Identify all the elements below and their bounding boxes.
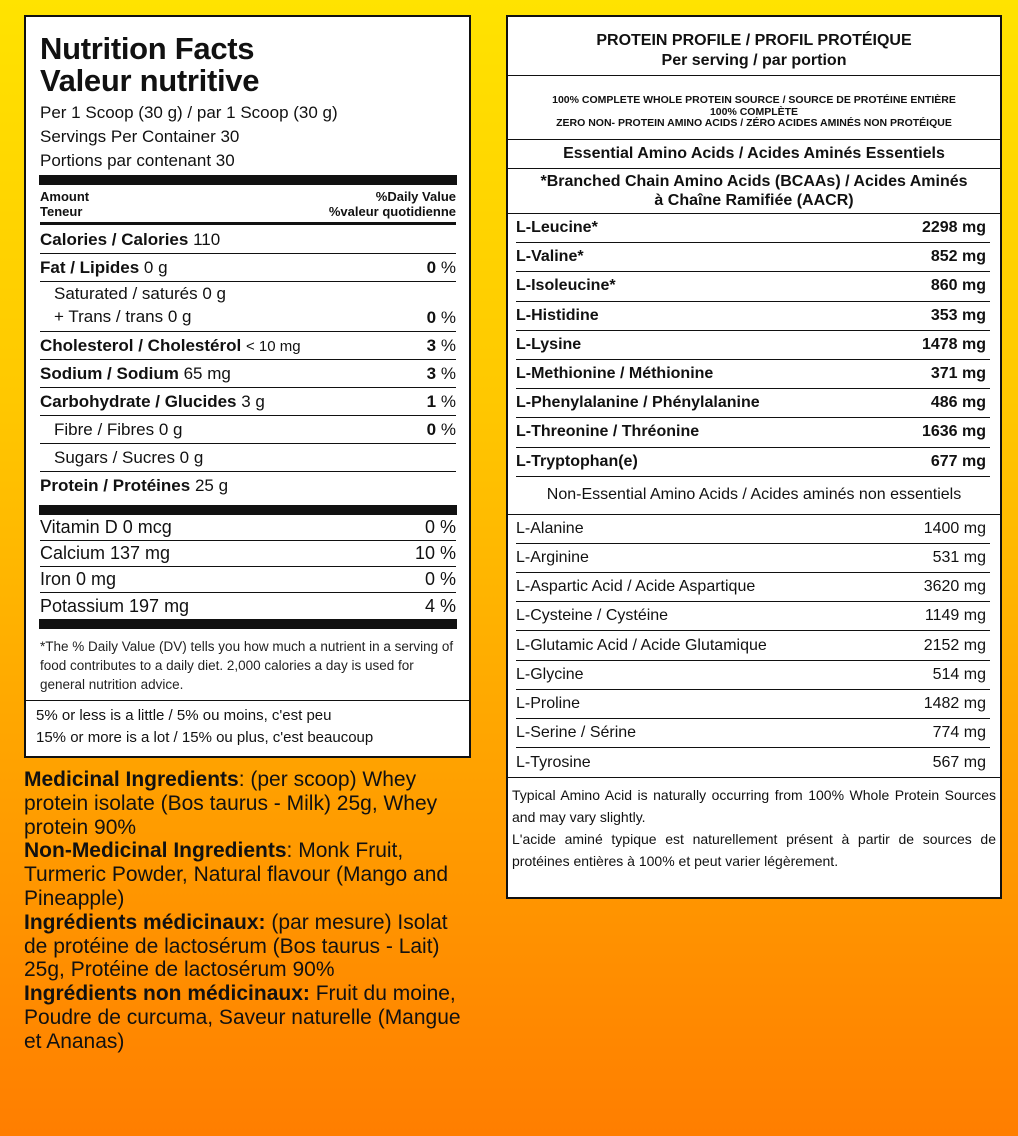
amino-name: L-Histidine — [516, 306, 599, 324]
source-line-1: 100% COMPLETE WHOLE PROTEIN SOURCE / SOURCE DE PROTÉINE ENTIÈRE — [552, 94, 956, 106]
amino-name: L-Valine* — [516, 248, 584, 266]
scale-low: 5% or less is a little / 5% ou moins, c'est peu — [36, 707, 332, 724]
amino-name: L-Glutamic Acid / Acide Glutamique — [516, 636, 767, 654]
amino-value: 774 mg — [932, 724, 986, 742]
sugars-label: Sugars / Sucres 0 g — [54, 448, 204, 467]
medicinal-ingredients-en-text: : (per scoop) Whey protein isolate (Bos taurus - Milk) 25g, Whey protein 90% — [24, 768, 438, 839]
scale-high: 15% or more is a lot / 15% ou plus, c'est beaucoup — [36, 729, 374, 746]
sodium-label: Sodium / Sodium — [40, 364, 179, 383]
source-line-2: 100% COMPLÈTE — [709, 105, 799, 118]
fibre-pct: 0 — [426, 420, 437, 439]
pct-sign: % — [440, 336, 456, 355]
nutrition-facts-panel — [24, 15, 471, 758]
medicinal-ingredients-en — [24, 768, 474, 839]
non-medicinal-ingredients-fr-label: Ingrédients non médicinaux: — [24, 982, 310, 1006]
amino-name: L-Tryptophan(e) — [516, 452, 638, 470]
non-essential-amino-row — [516, 690, 990, 719]
servings-per-container: Servings Per Container 30 — [40, 127, 240, 146]
amino-name: L-Threonine / Thréonine — [516, 423, 700, 441]
amino-value: 353 mg — [930, 306, 986, 324]
medicinal-ingredients-fr-text: (par mesure) Isolat de protéine de lactosérum (Bos taurus - Lait) 25g, Protéine de lactosérum 90% — [24, 910, 448, 982]
amino-name: L-Serine / Sérine — [516, 724, 637, 742]
amino-name: L-Glycine — [516, 665, 584, 683]
non-medicinal-ingredients-fr — [24, 982, 474, 1053]
carbohydrate-pct: 1 — [426, 392, 437, 411]
calories-value: 110 — [193, 230, 221, 249]
vitamin-name: Calcium 137 mg — [40, 543, 171, 563]
non-medicinal-ingredients-fr-text: Fruit du moine, Poudre de curcuma, Saveur naturelle (Mangue et Ananas) — [24, 982, 461, 1053]
vitamin-pct: 0 % — [424, 517, 456, 537]
vitamin-name: Iron 0 mg — [40, 569, 117, 589]
amino-value: 1478 mg — [921, 335, 986, 353]
amino-value: 2298 mg — [921, 219, 986, 237]
amount-label-en: Amount — [40, 189, 90, 204]
amino-name: L-Arginine — [516, 548, 589, 566]
divider-thick — [39, 505, 457, 515]
vitamins-list — [40, 515, 456, 619]
non-essential-amino-row — [516, 573, 990, 602]
saturated-pct: 0 — [426, 308, 437, 327]
calories-label: Calories / Calories — [40, 230, 189, 249]
amino-value: 1636 mg — [921, 423, 986, 441]
dv-scale — [26, 700, 469, 749]
source-line-3: ZERO NON- PROTEIN AMINO ACIDS / ZÉRO ACIDES AMINÉS NON PROTÉIQUE — [556, 117, 952, 129]
calories-row — [40, 225, 456, 253]
non-essential-amino-row — [516, 515, 990, 544]
protein-row — [40, 471, 456, 499]
amino-name: L-Phenylalanine / Phénylalanine — [516, 394, 760, 412]
daily-value-label-fr: %valeur quotidienne — [328, 204, 456, 219]
vitamin-row — [40, 541, 456, 567]
pct-sign: % — [440, 392, 456, 411]
essential-amino-row — [516, 214, 990, 243]
non-essential-amino-row — [516, 748, 990, 777]
essential-amino-row — [516, 360, 990, 389]
amino-value: 1482 mg — [923, 694, 986, 712]
pct-sign: % — [440, 258, 456, 277]
trans-label: + Trans / trans 0 g — [54, 307, 192, 326]
amino-name: L-Cysteine / Cystéine — [516, 607, 669, 625]
saturated-label: Saturated / saturés 0 g — [54, 284, 226, 303]
amino-name: L-Tyrosine — [516, 753, 591, 771]
essential-amino-row — [516, 243, 990, 272]
essential-amino-list — [508, 214, 1000, 477]
non-essential-amino-row — [516, 661, 990, 690]
bcaa-heading-line-2: à Chaîne Ramifiée (AACR) — [654, 192, 854, 209]
carbohydrate-row — [40, 387, 456, 415]
cholesterol-pct: 3 — [426, 336, 437, 355]
bcaa-heading — [508, 169, 1000, 214]
non-medicinal-ingredients-en-text: : Monk Fruit, Turmeric Powder, Natural flavour (Mango and Pineapple) — [24, 839, 449, 910]
cholesterol-value: < 10 mg — [245, 338, 301, 355]
fat-value: 0 g — [143, 258, 168, 277]
fat-row — [40, 253, 456, 281]
pct-sign: % — [440, 364, 456, 383]
non-essential-amino-heading: Non-Essential Amino Acids / Acides aminés non essentiels — [508, 477, 1000, 515]
cholesterol-label: Cholesterol / Cholestérol — [40, 336, 242, 355]
essential-amino-row — [516, 331, 990, 360]
protein-label: Protein / Protéines — [40, 476, 191, 495]
sugars-row — [40, 443, 456, 471]
essential-amino-row — [516, 448, 990, 477]
protein-profile-subtitle: Per serving / par portion — [661, 52, 847, 69]
amino-value: 860 mg — [930, 277, 986, 295]
amino-name: L-Lysine — [516, 335, 582, 353]
amount-header — [40, 185, 456, 222]
divider-thick — [39, 619, 457, 629]
amino-value: 486 mg — [930, 394, 986, 412]
essential-amino-heading: Essential Amino Acids / Acides Aminés Essentiels — [508, 140, 1000, 169]
bcaa-heading-line-1: *Branched Chain Amino Acids (BCAAs) / Acides Aminés — [540, 173, 968, 190]
ingredients-text — [24, 768, 474, 1054]
daily-value-label-en: %Daily Value — [375, 189, 456, 204]
amount-label-fr: Teneur — [40, 204, 83, 219]
amino-note-en: Typical Amino Acid is naturally occurring from 100% Whole Protein Sources and may vary slightly. — [512, 787, 996, 826]
non-medicinal-ingredients-en-label: Non-Medicinal Ingredients — [24, 839, 287, 863]
amino-value: 567 mg — [932, 753, 986, 771]
portions-per-container: Portions par contenant 30 — [40, 151, 235, 170]
essential-amino-row — [516, 389, 990, 418]
amino-value: 531 mg — [932, 548, 986, 566]
nutrition-title-fr: Valeur nutritive — [40, 63, 260, 98]
daily-value-footnote: *The % Daily Value (DV) tells you how much a nutrient in a serving of food contributes to a daily diet. 2,000 calories a day is used for general nutrition advice. — [40, 639, 454, 692]
vitamin-name: Vitamin D 0 mcg — [40, 517, 172, 537]
essential-amino-row — [516, 302, 990, 331]
serving-size: Per 1 Scoop (30 g) / par 1 Scoop (30 g) — [40, 103, 338, 122]
fibre-row — [40, 415, 456, 443]
essential-amino-row — [516, 418, 990, 447]
carbohydrate-label: Carbohydrate / Glucides — [40, 392, 237, 411]
carbohydrate-value: 3 g — [241, 392, 265, 411]
non-essential-amino-list — [508, 515, 1000, 778]
amino-value: 1400 mg — [923, 519, 986, 537]
cholesterol-row — [40, 331, 456, 359]
fat-pct: 0 — [426, 258, 437, 277]
non-essential-amino-row — [516, 719, 990, 748]
nutrition-title-en: Nutrition Facts — [40, 31, 255, 66]
vitamin-pct: 0 % — [424, 569, 456, 589]
amino-name: L-Alanine — [516, 519, 584, 537]
protein-profile-title: PROTEIN PROFILE / PROFIL PROTÉIQUE — [596, 32, 912, 49]
amino-value: 1149 mg — [924, 607, 986, 625]
vitamin-pct: 4 % — [424, 595, 456, 616]
protein-source-statement — [508, 76, 1000, 140]
vitamin-row — [40, 593, 456, 619]
amino-name: L-Methionine / Méthionine — [516, 365, 714, 383]
amino-note-fr: L'acide aminé typique est naturellement présent à partir de sources de protéines entières à 100% et peut varier légèrement. — [512, 831, 996, 870]
protein-profile-header — [508, 17, 1000, 76]
vitamin-row — [40, 515, 456, 541]
non-essential-amino-row — [516, 602, 990, 631]
amino-value: 3620 mg — [923, 578, 986, 596]
fibre-label: Fibre / Fibres 0 g — [54, 420, 183, 439]
saturated-trans-row — [40, 281, 456, 331]
medicinal-ingredients-fr-label: Ingrédients médicinaux: — [24, 910, 266, 934]
vitamin-row — [40, 567, 456, 593]
amino-value: 852 mg — [930, 248, 986, 266]
amino-name: L-Aspartic Acid / Acide Aspartique — [516, 578, 756, 596]
amino-value: 371 mg — [930, 365, 986, 383]
non-medicinal-ingredients-en — [24, 839, 474, 910]
non-essential-amino-row — [516, 544, 990, 573]
amino-name: L-Leucine* — [516, 219, 598, 237]
sodium-value: 65 mg — [183, 364, 231, 383]
pct-sign: % — [440, 308, 456, 327]
protein-profile-panel — [506, 15, 1002, 899]
amino-name: L-Isoleucine* — [516, 277, 616, 295]
sodium-row — [40, 359, 456, 387]
pct-sign: % — [440, 420, 456, 439]
divider-thick — [39, 175, 457, 185]
essential-amino-row — [516, 272, 990, 301]
vitamin-pct: 10 % — [414, 543, 456, 563]
fat-label: Fat / Lipides — [40, 258, 140, 277]
amino-value: 514 mg — [932, 665, 986, 683]
non-essential-amino-row — [516, 631, 990, 660]
amino-name: L-Proline — [516, 694, 581, 712]
vitamin-name: Potassium 197 mg — [40, 595, 190, 616]
amino-value: 2152 mg — [923, 636, 986, 654]
amino-value: 677 mg — [930, 452, 986, 470]
protein-value: 25 g — [194, 476, 229, 495]
medicinal-ingredients-fr — [24, 911, 474, 982]
amino-note — [508, 777, 1000, 872]
medicinal-ingredients-en-label: Medicinal Ingredients — [24, 768, 239, 791]
sodium-pct: 3 — [426, 364, 437, 383]
